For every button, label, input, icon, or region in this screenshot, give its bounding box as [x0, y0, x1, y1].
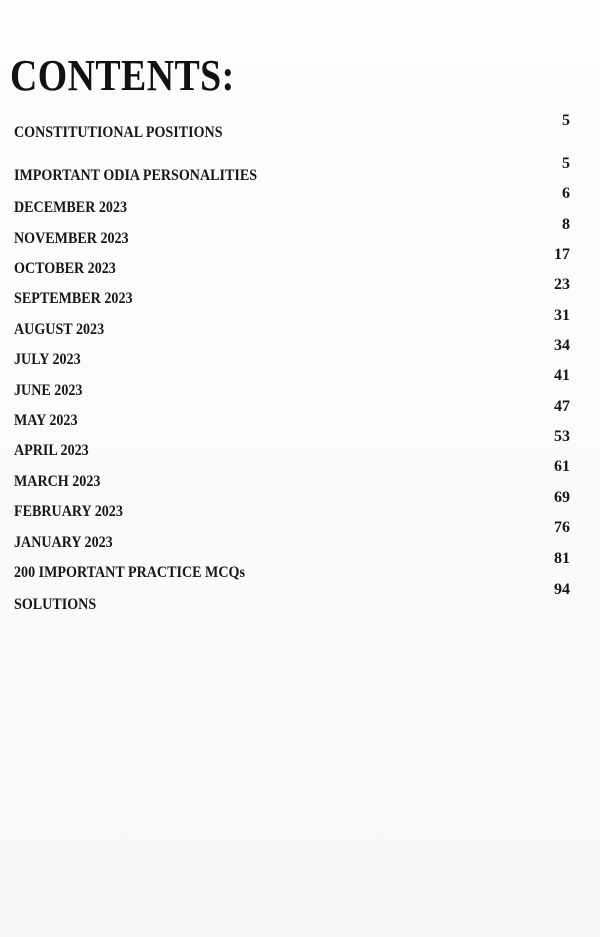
toc-entry-label: SOLUTIONS: [14, 596, 97, 613]
toc-entry-page: 6: [562, 185, 570, 202]
toc-entry-label: IMPORTANT ODIA PERSONALITIES: [14, 167, 258, 184]
toc-entry-page: 23: [554, 276, 570, 293]
toc-entry-label: DECEMBER 2023: [14, 199, 128, 216]
toc-entry-label: APRIL 2023: [14, 442, 89, 459]
toc-entry-page: 17: [554, 246, 570, 263]
toc-entry-page: 47: [554, 398, 570, 415]
toc-entry-page: 94: [554, 581, 570, 598]
toc-entry-page: 31: [554, 307, 570, 324]
toc-entry-label: AUGUST 2023: [14, 321, 105, 338]
toc-entry-label: JANUARY 2023: [14, 534, 113, 551]
toc-entry-label: CONSTITUTIONAL POSITIONS: [14, 124, 223, 141]
toc-entry-page: 5: [562, 112, 570, 129]
toc-entry-label: MAY 2023: [14, 412, 78, 429]
toc-entry-label: MARCH 2023: [14, 473, 101, 490]
toc-entry-page: 8: [562, 216, 570, 233]
toc-entry-label: JUNE 2023: [14, 382, 83, 399]
toc-entry-page: 69: [554, 489, 570, 506]
toc-entry-label: OCTOBER 2023: [14, 260, 116, 277]
toc-entry-page: 41: [554, 367, 570, 384]
toc-entry-label: FEBRUARY 2023: [14, 503, 123, 520]
toc-entry-label: SEPTEMBER 2023: [14, 290, 133, 307]
toc-entry-page: 53: [554, 428, 570, 445]
toc-entry-page: 34: [554, 337, 570, 354]
page-title: CONTENTS:: [10, 51, 235, 100]
toc-entry-label: JULY 2023: [14, 351, 81, 368]
toc-entry-page: 61: [554, 458, 570, 475]
toc-entry-page: 81: [554, 550, 570, 567]
toc-entry-label: NOVEMBER 2023: [14, 230, 129, 247]
toc-entry-label: 200 IMPORTANT PRACTICE MCQs: [14, 564, 245, 581]
toc-entry-page: 5: [562, 155, 570, 172]
toc-entry-page: 76: [554, 519, 570, 536]
